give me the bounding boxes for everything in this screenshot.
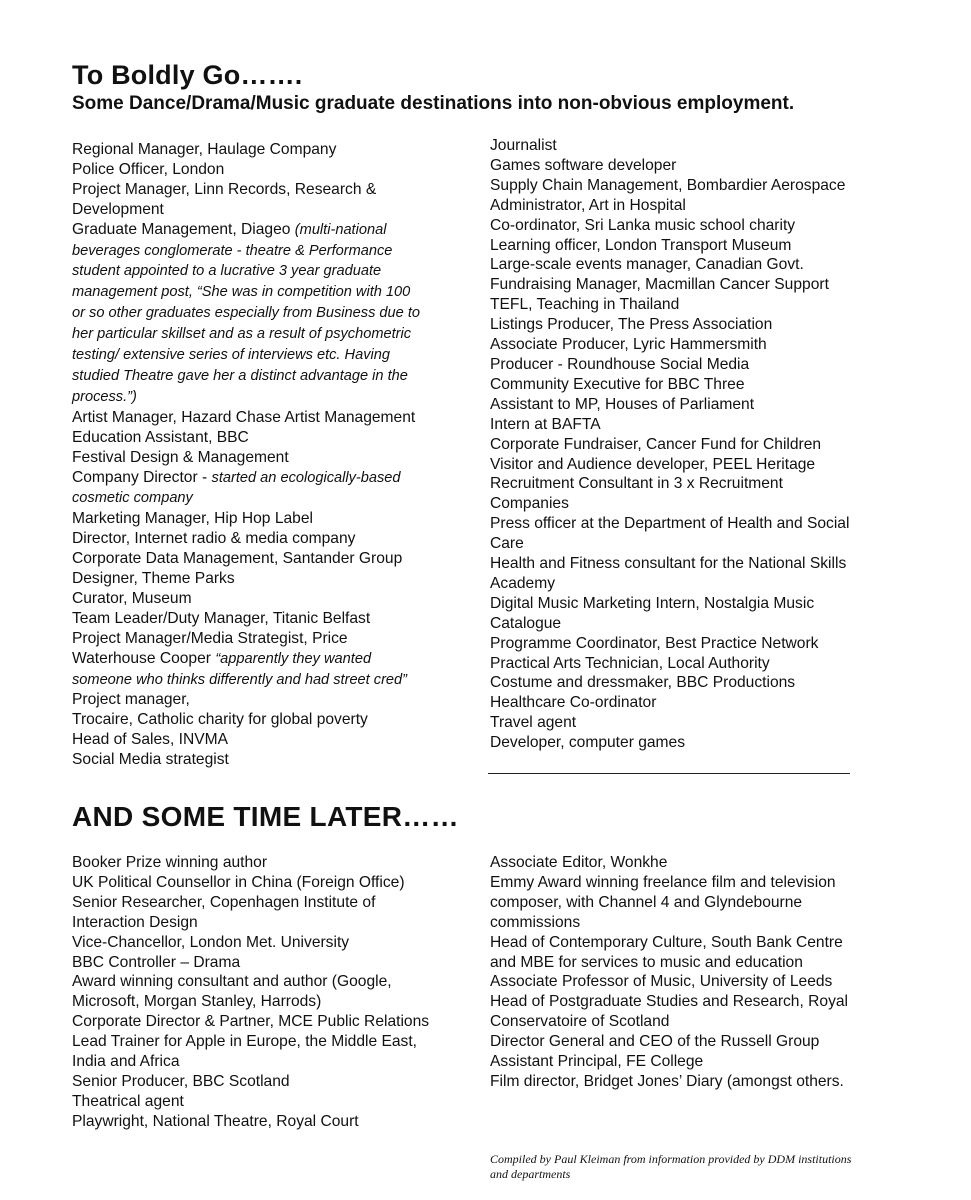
list-item: Fundraising Manager, Macmillan Cancer Support — [490, 276, 829, 294]
list-item: Co-ordinator, Sri Lanka music school charity — [490, 216, 796, 234]
list-item: Director, Internet radio & media company — [72, 530, 356, 548]
list-item: Police Officer, London — [72, 160, 225, 178]
list-item: Developer, computer games — [490, 734, 686, 752]
list-item: Associate Editor, Wonkhe — [490, 854, 668, 871]
list-item-note: “apparently they wanted someone who thinks differently and had street cred” — [72, 650, 408, 688]
early-destinations-column-left — [72, 140, 427, 770]
list-item: Corporate Fundraiser, Cancer Fund for Children — [490, 435, 822, 453]
list-item: Press officer at the Department of Health and Social Care — [490, 515, 850, 553]
list-item: Emmy Award winning freelance film and television composer, with Channel 4 and Glyndebourne commissions — [490, 873, 836, 931]
list-item: Journalist — [490, 137, 557, 154]
later-destinations-column-left — [72, 853, 432, 1132]
page-subtitle: Some Dance/Drama/Music graduate destinations into non-obvious employment. — [72, 93, 795, 114]
list-item: Artist Manager, Hazard Chase Artist Management — [72, 408, 416, 426]
list-item: Marketing Manager, Hip Hop Label — [72, 510, 313, 528]
list-item: Travel agent — [490, 714, 577, 732]
list-item: BBC Controller – Drama — [72, 953, 241, 971]
list-item: Listings Producer, The Press Association — [490, 316, 773, 334]
list-item: Head of Contemporary Culture, South Bank Centre and MBE for services to music and education — [490, 933, 843, 971]
list-item: Learning officer, London Transport Museum — [490, 236, 792, 254]
list-item: Film director, Bridget Jones’ Diary (amongst others. — [490, 1072, 844, 1090]
list-item: Lead Trainer for Apple in Europe, the Middle East, India and Africa — [72, 1033, 418, 1071]
list-item: TEFL, Teaching in Thailand — [490, 296, 680, 314]
list-item: Regional Manager, Haulage Company — [72, 141, 337, 158]
list-item: Team Leader/Duty Manager, Titanic Belfast — [72, 609, 371, 627]
list-item: Community Executive for BBC Three — [490, 375, 745, 393]
list-item: Booker Prize winning author — [72, 854, 268, 871]
list-item-note: (multi-national beverages conglomerate - theatre & Performance student appointed to a lucrative 3 year graduate management post, “She was in competition with 100 or so other graduates especially from Business due to her particular skillset and as a result of psychometric testing/ extensive series of interviews etc. Having studied Theatre gave her a distinct advantage in the process.”) — [72, 221, 421, 405]
list-item: Recruitment Consultant in 3 x Recruitment Companies — [490, 475, 783, 513]
list-item: Corporate Director & Partner, MCE Public Relations — [72, 1013, 430, 1031]
list-item: Project Manager/Media Strategist, Price — [72, 629, 348, 647]
page-title: To Boldly Go……. — [72, 60, 303, 90]
list-item: Healthcare Co-ordinator — [490, 694, 657, 712]
list-item: Assistant to MP, Houses of Parliament — [490, 395, 755, 413]
list-item — [72, 220, 427, 408]
list-item: UK Political Counsellor in China (Foreign Office) — [72, 873, 405, 891]
section-divider — [488, 773, 850, 774]
list-item: Playwright, National Theatre, Royal Court — [72, 1112, 359, 1130]
list-item: Award winning consultant and author (Google, Microsoft, Morgan Stanley, Harrods) — [72, 973, 392, 1011]
list-item: Practical Arts Technician, Local Authority — [490, 654, 770, 672]
list-item: Intern at BAFTA — [490, 415, 601, 433]
list-item: Senior Producer, BBC Scotland — [72, 1072, 290, 1090]
list-item-role: Company Director - — [72, 468, 212, 486]
list-item: Supply Chain Management, Bombardier Aerospace — [490, 176, 846, 194]
list-item: Programme Coordinator, Best Practice Network — [490, 634, 819, 652]
list-item: Development — [72, 200, 164, 218]
list-item: Digital Music Marketing Intern, Nostalgia Music Catalogue — [490, 594, 815, 632]
early-destinations-column-right — [490, 136, 860, 753]
list-item: Senior Researcher, Copenhagen Institute of Interaction Design — [72, 893, 376, 931]
compiler-credit: Compiled by Paul Kleiman from information provided by DDM institutions and departments — [490, 1152, 852, 1181]
list-item-role: Graduate Management, Diageo — [72, 220, 295, 238]
list-item: Vice-Chancellor, London Met. University — [72, 933, 350, 951]
list-item: Project manager, — [72, 691, 190, 709]
list-item: Trocaire, Catholic charity for global poverty — [72, 711, 368, 729]
list-item: Large-scale events manager, Canadian Govt. — [490, 256, 804, 274]
list-item: Associate Professor of Music, University of Leeds — [490, 973, 833, 991]
list-item — [72, 649, 427, 691]
list-item: Theatrical agent — [72, 1092, 184, 1110]
list-item: Associate Producer, Lyric Hammersmith — [490, 336, 767, 354]
list-item: Designer, Theme Parks — [72, 570, 235, 588]
list-item: Project Manager, Linn Records, Research & — [72, 180, 377, 198]
list-item: Director General and CEO of the Russell Group — [490, 1033, 820, 1051]
later-destinations-column-right — [490, 853, 850, 1092]
list-item: Festival Design & Management — [72, 448, 289, 466]
list-item: Administrator, Art in Hospital — [490, 196, 686, 214]
list-item-role: Waterhouse Cooper — [72, 649, 216, 667]
list-item: Health and Fitness consultant for the National Skills Academy — [490, 555, 847, 592]
later-section-heading: AND SOME TIME LATER…… — [72, 801, 459, 832]
list-item: Producer - Roundhouse Social Media — [490, 355, 750, 373]
list-item: Costume and dressmaker, BBC Productions — [490, 674, 796, 692]
list-item — [72, 468, 427, 510]
list-item: Games software developer — [490, 156, 677, 174]
list-item-note: started an ecologically-based cosmetic company — [72, 469, 401, 507]
list-item: Education Assistant, BBC — [72, 428, 249, 446]
list-item: Head of Postgraduate Studies and Research, Royal Conservatoire of Scotland — [490, 993, 849, 1031]
list-item: Curator, Museum — [72, 589, 192, 607]
list-item: Head of Sales, INVMA — [72, 731, 229, 749]
list-item: Social Media strategist — [72, 751, 229, 769]
list-item: Assistant Principal, FE College — [490, 1053, 704, 1071]
list-item: Visitor and Audience developer, PEEL Heritage — [490, 455, 816, 473]
list-item: Corporate Data Management, Santander Group — [72, 550, 403, 568]
